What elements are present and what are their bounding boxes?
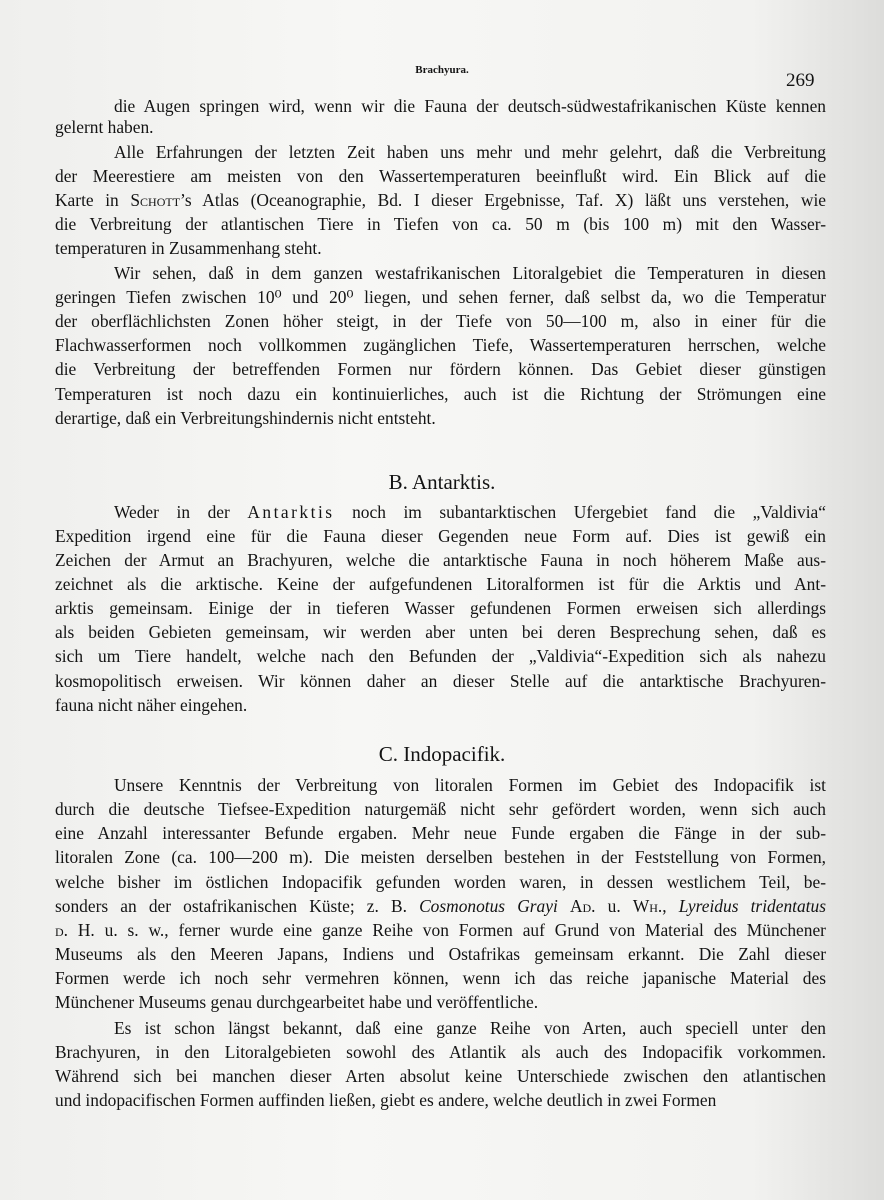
text-line: die Augen springen wird, wenn wir die Fauna der deutsch-südwestafrikanischen Küste kennen <box>114 96 826 116</box>
styled-text: Antarktis <box>247 502 335 522</box>
styled-text: d. H. <box>55 920 95 940</box>
text-line: geringen Tiefen zwischen 10⁰ und 20⁰ liegen, und sehen ferner, daß selbst da, wo die Temperatur <box>55 287 826 307</box>
italic-taxon-name: Lyreidus tridentatus <box>678 896 826 916</box>
running-title: Brachyura. <box>415 64 469 76</box>
text-line: Museums als den Meeren Japans, Indiens und Ostafrikas gemeinsam erkannt. Die Zahl dieser <box>55 944 826 964</box>
text-segment: u. s. w., ferner wurde eine ganze Reihe von Formen auf Grund von Material des Münchener <box>94 920 826 940</box>
text-segment: , <box>662 896 679 916</box>
text-segment: Karte in <box>55 190 131 210</box>
text-segment: u. <box>595 896 633 916</box>
text-line: derartige, daß ein Verbreitungshindernis nicht entsteht. <box>55 408 436 428</box>
text-segment: ’s Atlas (Oceanographie, Bd. I dieser Ergebnisse, Taf. X) läßt uns verstehen, wie <box>180 190 827 210</box>
text-segment: sonders an der ostafrikanischen Küste; z. B. <box>55 896 420 916</box>
text-line: als beiden Gebieten gemeinsam, wir werden aber unten bei deren Besprechung sehen, daß es <box>55 622 826 642</box>
text-line: Während sich bei manchen dieser Arten absolut keine Unterschiede zwischen den atlantischen <box>55 1066 826 1086</box>
page-number: 269 <box>786 70 815 91</box>
text-line <box>114 501 826 523</box>
section-heading: C. Indopacifik. <box>378 742 506 766</box>
text-line: Es ist schon längst bekannt, daß eine ganze Reihe von Arten, auch speciell unter den <box>114 1018 826 1038</box>
text-line: sich um Tiere handelt, welche nach den Befunden der „Valdivia“-Expedition sich als nahezu <box>55 646 826 666</box>
text-line: eine Anzahl interessanter Befunde ergaben. Mehr neue Funde ergaben die Fänge in der sub- <box>55 823 826 843</box>
text-line: gelernt haben. <box>55 117 154 137</box>
text-line: der Meerestiere am meisten von den Wassertemperaturen beeinflußt wird. Ein Blick auf die <box>55 166 826 186</box>
text-line: litoralen Zone (ca. 100—200 m). Die meisten derselben bestehen in der Feststellung von Formen, <box>55 847 826 867</box>
text-line: Formen werde ich noch sehr vermehren können, wenn ich das reiche japanische Material des <box>55 968 826 988</box>
section-heading: B. Antarktis. <box>388 470 496 494</box>
text-line: Expedition irgend eine für die Fauna dieser Gegenden neue Form auf. Dies ist gewiß ein <box>55 526 826 546</box>
text-line: Temperaturen ist noch dazu ein kontinuierliches, auch ist die Richtung der Strömungen eine <box>55 384 826 404</box>
text-line <box>55 919 826 941</box>
italic-taxon-name: Cosmonotus Grayi <box>419 896 558 916</box>
text-line <box>55 189 826 211</box>
text-line: durch die deutsche Tiefsee-Expedition naturgemäß nicht sehr gefördert worden, wenn sich auch <box>55 799 826 819</box>
styled-text: Schott <box>130 190 181 210</box>
text-line: Unsere Kenntnis der Verbreitung von litoralen Formen im Gebiet des Indopacifik ist <box>114 775 826 795</box>
text-line: Flachwasserformen noch vollkommen zugänglichen Tiefe, Wassertemperaturen herrschen, welche <box>55 335 826 355</box>
text-line: Wir sehen, daß in dem ganzen westafrikanischen Litoralgebiet die Temperaturen in diesen <box>114 263 826 283</box>
text-line: kosmopolitisch erweisen. Wir können daher an dieser Stelle auf die antarktische Brachyuren- <box>55 671 826 691</box>
text-line: temperaturen in Zusammenhang steht. <box>55 238 322 258</box>
text-line: welche bisher im östlichen Indopacifik gefunden worden waren, in dessen westlichem Teil, be- <box>55 872 826 892</box>
text-line: zeichnet als die arktische. Keine der aufgefundenen Litoralformen ist für die Arktis und Ant- <box>55 574 826 594</box>
text-line <box>55 895 826 917</box>
text-line: arktis gemeinsam. Einige der in tieferen Wasser gefundenen Formen erweisen sich allerdings <box>55 598 826 618</box>
styled-text: Wh. <box>632 896 663 916</box>
text-line: Alle Erfahrungen der letzten Zeit haben uns mehr und mehr gelehrt, daß die Verbreitung <box>114 142 826 162</box>
text-line: die Verbreitung der betreffenden Formen nur fördern können. Das Gebiet dieser günstigen <box>55 359 826 379</box>
text-segment: noch im subantarktischen Ufergebiet fand die „Valdivia“ <box>334 502 826 522</box>
text-segment <box>558 896 570 916</box>
text-line: Münchener Museums genau durchgearbeitet habe und veröffentliche. <box>55 992 539 1012</box>
styled-text: Ad. <box>569 896 596 916</box>
text-line: der oberflächlichsten Zonen höher steigt, in der Tiefe von 50—100 m, also in einer für die <box>55 311 826 331</box>
text-line: und indopacifischen Formen auffinden ließen, giebt es andere, welche deutlich in zwei Formen <box>55 1090 717 1110</box>
text-line: Zeichen der Armut an Brachyuren, welche die antarktische Fauna in noch höherem Maße aus- <box>55 550 826 570</box>
text-line: die Verbreitung der atlantischen Tiere in Tiefen von ca. 50 m (bis 100 m) mit den Wasser- <box>55 214 826 234</box>
text-line: fauna nicht näher eingehen. <box>55 695 248 715</box>
text-segment: Weder in der <box>114 502 248 522</box>
text-line: Brachyuren, in den Litoralgebieten sowohl des Atlantik als auch des Indopacifik vorkommen. <box>55 1042 826 1062</box>
